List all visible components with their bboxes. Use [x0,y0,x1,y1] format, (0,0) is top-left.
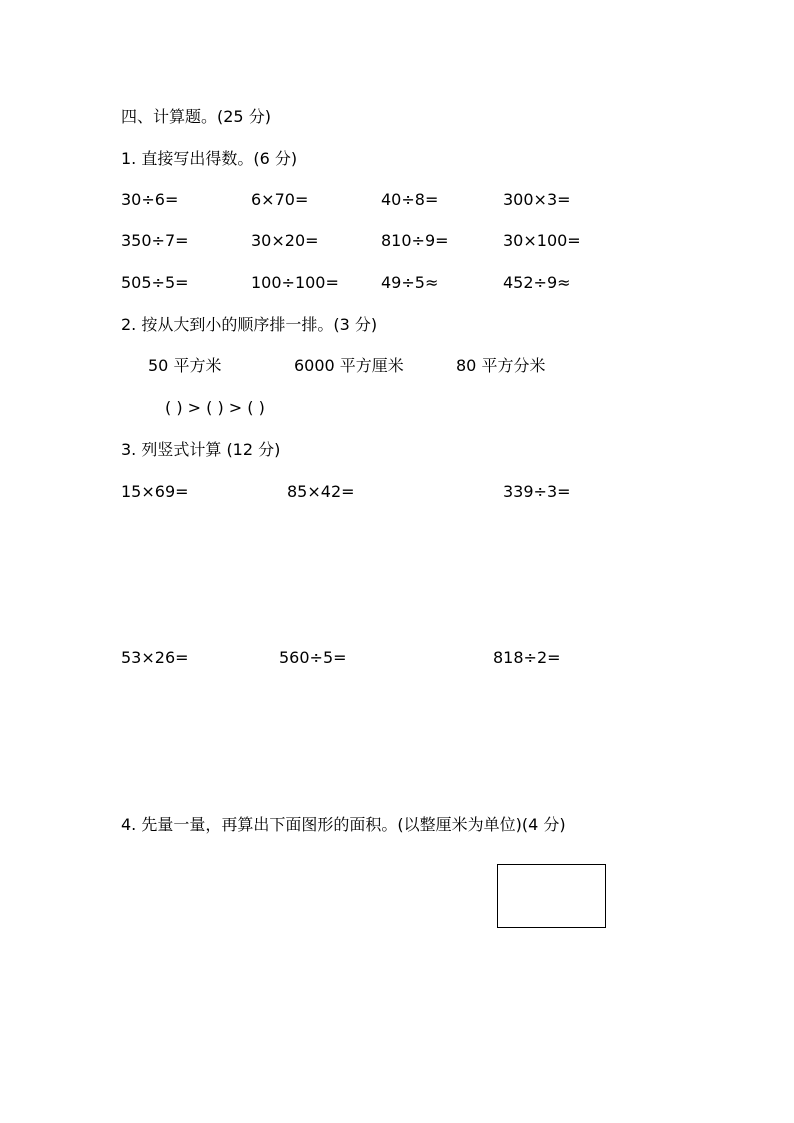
q2-item: 50 平方米 [148,356,222,375]
q3-item: 818÷2= [493,648,561,667]
q1-item: 505÷5= [121,273,189,292]
q2-item: 80 平方分米 [456,356,546,375]
q1-item: 452÷9≈ [503,273,571,292]
q3-item: 339÷3= [503,482,571,501]
rectangle-figure [497,864,606,928]
q1-item: 49÷5≈ [381,273,439,292]
q3-item: 560÷5= [279,648,347,667]
q1-item: 350÷7= [121,231,189,250]
q1-item: 30×100= [503,231,581,250]
q3-item: 85×42= [287,482,355,501]
q2-item: 6000 平方厘米 [294,356,404,375]
q1-heading: 1. 直接写出得数。(6 分) [121,149,298,168]
q1-item: 300×3= [503,190,571,209]
q3-heading: 3. 列竖式计算 (12 分) [121,440,281,459]
q4-heading: 4. 先量一量，再算出下面图形的面积。(以整厘米为单位)(4 分) [121,815,566,834]
q2-order-blanks[interactable]: ( ) > ( ) > ( ) [165,398,265,417]
q1-item: 40÷8= [381,190,439,209]
q1-item: 6×70= [251,190,309,209]
q1-item: 810÷9= [381,231,449,250]
q2-heading: 2. 按从大到小的顺序排一排。(3 分) [121,315,378,334]
q3-item: 15×69= [121,482,189,501]
q1-item: 30÷6= [121,190,179,209]
q1-item: 100÷100= [251,273,339,292]
section-title: 四、计算题。(25 分) [121,107,271,126]
q1-item: 30×20= [251,231,319,250]
q3-item: 53×26= [121,648,189,667]
